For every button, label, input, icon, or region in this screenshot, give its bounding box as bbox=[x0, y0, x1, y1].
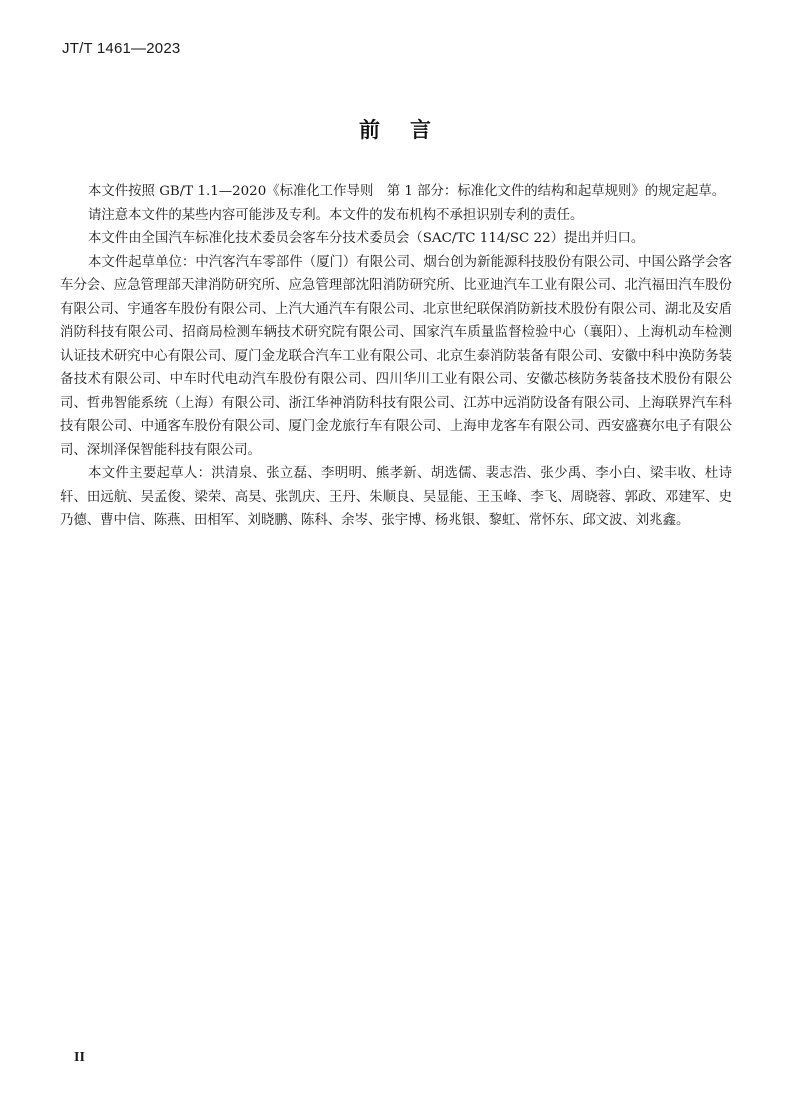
paragraph-drafting-units: 本文件起草单位：中汽客汽车零部件（厦门）有限公司、烟台创为新能源科技股份有限公司、中国公路学会客车分会、应急管理部天津消防研究所、应急管理部沈阳消防研究所、比亚迪汽车工业有限公司、北汽福田汽车股份有限公司、宇通客车股份有限公司、上汽大通汽车有限公司、北京世纪联保消防新技术股份有限公司、湖北及安盾消防科技有限公司、招商局检测车辆技术研究院有限公司、国家汽车质量监督检验中心（襄阳）、上海机动车检测认证技术研究中心有限公司、厦门金龙联合汽车工业有限公司、北京生泰消防装备有限公司、安徽中科中涣防务装备技术有限公司、中车时代电动汽车股份有限公司、四川华川工业有限公司、安徽芯核防务装备技术股份有限公司、哲弗智能系统（上海）有限公司、浙江华神消防科技有限公司、江苏中远消防设备有限公司、上海联界汽车科技有限公司、中通客车股份有限公司、厦门金龙旅行车有限公司、上海申龙客车有限公司、西安盛赛尔电子有限公司、深圳泽保智能科技有限公司。 bbox=[60, 254, 732, 458]
paragraph-patent-notice: 请注意本文件的某些内容可能涉及专利。本文件的发布机构不承担识别专利的责任。 bbox=[88, 207, 584, 223]
page-title: 前言 bbox=[359, 118, 461, 142]
paragraph-proposer: 本文件由全国汽车标准化技术委员会客车分技术委员会（SAC/TC 114/SC 22）提出并归口。 bbox=[88, 231, 645, 246]
paragraph-drafters: 本文件主要起草人：洪清泉、张立磊、李明明、熊孝新、胡选儒、裴志浩、张少禹、李小白、梁丰收、杜诗轩、田远航、吴孟俊、梁荣、高昊、张凯庆、王丹、朱顺良、吴显能、王玉峰、李飞、周晓蓉、郭政、邓建军、史乃德、曹中信、陈燕、田相军、刘晓鹏、陈科、余岑、张宇博、杨兆银、黎虹、常怀东、邱文波、刘兆鑫。 bbox=[60, 466, 732, 528]
paragraph-drafting-rules: 本文件按照 GB/T 1.1—2020《标准化工作导则 第 1 部分：标准化文件的结构和起草规则》的规定起草。 bbox=[88, 184, 726, 199]
document-code: JT/T 1461—2023 bbox=[62, 40, 181, 57]
page-number: II bbox=[74, 1050, 85, 1065]
foreword-body bbox=[60, 180, 732, 533]
